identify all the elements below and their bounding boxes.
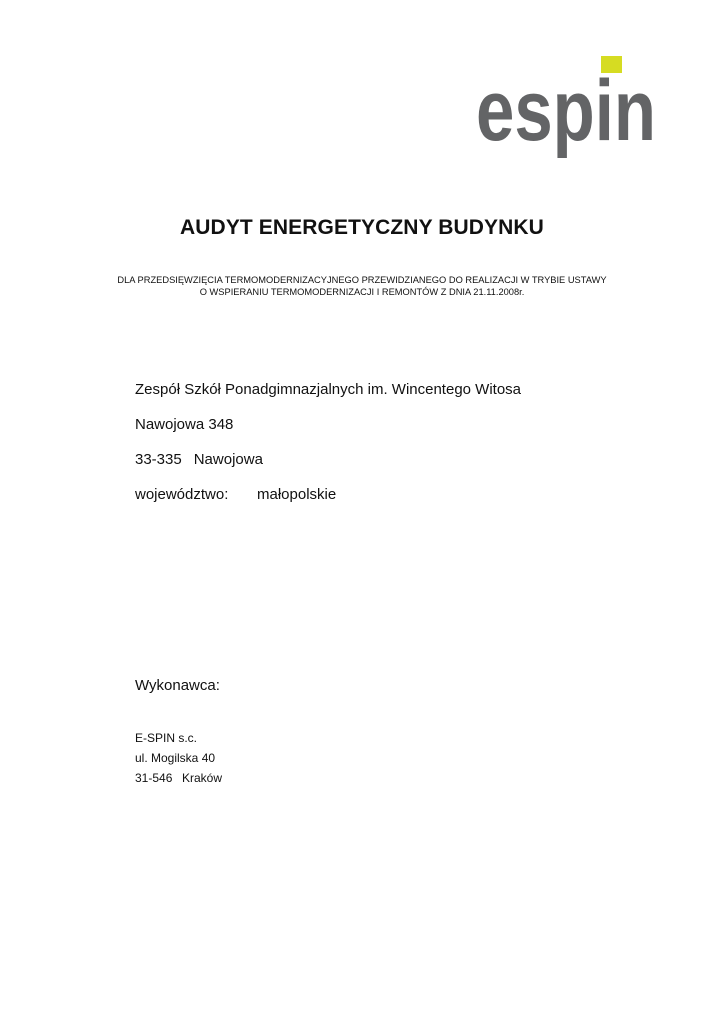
- building-city: Nawojowa: [193, 451, 263, 468]
- building-region-line: [135, 486, 336, 503]
- building-postal-code: 33-335: [135, 451, 182, 468]
- building-street: Nawojowa 348: [135, 416, 234, 433]
- espin-logo-graphic: [476, 56, 660, 159]
- logo-wordmark: espin: [476, 63, 656, 159]
- document-title: AUDYT ENERGETYCZNY BUDYNKU: [180, 216, 544, 239]
- contractor-name: E-SPIN s.c.: [135, 731, 198, 745]
- building-region: małopolskie: [257, 486, 337, 503]
- contractor-street: ul. Mogilska 40: [135, 751, 216, 765]
- contractor-postal-code: 31-546: [135, 771, 173, 785]
- document-subtitle-line-1: DLA PRZEDSIĘWZIĘCIA TERMOMODERNIZACYJNEGO PRZEWIDZIANEGO DO REALIZACJI W TRYBIE USTAWY: [117, 275, 607, 285]
- building-city-line: [135, 451, 263, 468]
- document-subtitle-line-2: O WSPIERANIU TERMOMODERNIZACJI I REMONTÓW Z DNIA 21.11.2008r.: [199, 287, 525, 297]
- building-name: Zespół Szkół Ponadgimnazjalnych im. Wincentego Witosa: [135, 381, 522, 398]
- contractor-label: Wykonawca:: [135, 677, 220, 694]
- espin-logo: [476, 56, 660, 159]
- contractor-city-line: [135, 771, 222, 785]
- contractor-city: Kraków: [182, 771, 223, 785]
- building-region-label: województwo:: [135, 486, 229, 503]
